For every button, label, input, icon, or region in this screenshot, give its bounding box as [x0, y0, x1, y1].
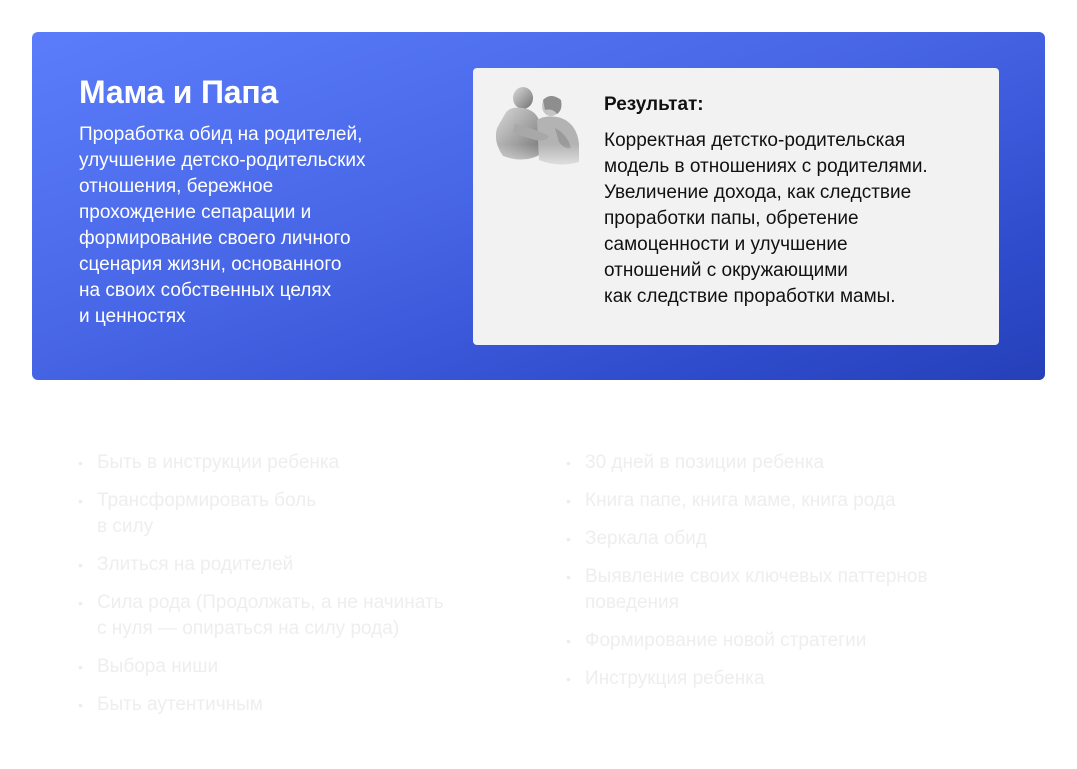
- list-item-line: Формирование новой стратегии: [585, 630, 867, 651]
- list-item-line: с нуля — опираться на силу рода): [97, 618, 400, 639]
- list-item-line: поведения: [585, 592, 679, 613]
- list-item-line: Трансформировать боль: [97, 490, 317, 511]
- list-item: [566, 666, 1006, 692]
- list-item-line: Быть аутентичным: [97, 694, 263, 715]
- result-text: [604, 128, 928, 310]
- list-item: [566, 526, 1006, 552]
- list-item: [566, 488, 1006, 514]
- list-item: [566, 628, 1006, 654]
- bullet-icon: •: [566, 671, 571, 687]
- result-text-line: отношений с окружающими: [604, 260, 848, 281]
- list-item-line: Инструкция ребенка: [585, 668, 765, 689]
- skills-list-left: [78, 450, 518, 730]
- banner-description-line: и ценностях: [79, 306, 186, 327]
- banner-description-line: улучшение детско-родительских: [79, 150, 366, 171]
- bullet-icon: •: [566, 569, 571, 585]
- list-item: [78, 488, 518, 540]
- list-item: [78, 552, 518, 578]
- list-item: [78, 654, 518, 680]
- banner-description-line: прохождение сепарации и: [79, 202, 312, 223]
- bullet-icon: •: [78, 455, 83, 471]
- banner-description-line: на своих собственных целях: [79, 280, 332, 301]
- bullet-icon: •: [78, 493, 83, 509]
- list-item-line: Злиться на родителей: [97, 554, 294, 575]
- result-text-line: проработки папы, обретение: [604, 208, 859, 229]
- bullet-icon: •: [78, 557, 83, 573]
- list-item: [566, 450, 1006, 476]
- list-item-line: Быть в инструкции ребенка: [97, 452, 340, 473]
- bullet-icon: •: [78, 659, 83, 675]
- list-item: [78, 450, 518, 476]
- statue-sculpture-image: [485, 84, 589, 174]
- banner-description-line: отношения, бережное: [79, 176, 274, 197]
- result-text-line: модель в отношениях с родителями.: [604, 156, 928, 177]
- list-item-line: Выбора ниши: [97, 656, 219, 677]
- result-text-line: самоценности и улучшение: [604, 234, 848, 255]
- banner-description-line: Проработка обид на родителей,: [79, 124, 363, 145]
- banner-title: Мама и Папа: [79, 74, 279, 110]
- program-banner: [32, 32, 1045, 380]
- list-item-line: Зеркала обид: [585, 528, 707, 549]
- bullet-icon: •: [566, 633, 571, 649]
- list-item: [566, 564, 1006, 616]
- bullet-icon: •: [566, 493, 571, 509]
- list-item: [78, 692, 518, 718]
- tools-list-right: [566, 450, 1006, 704]
- result-text-line: как следствие проработки мамы.: [604, 286, 896, 307]
- result-title: Результат:: [604, 94, 704, 115]
- banner-description: [79, 122, 439, 330]
- list-item-line: 30 дней в позиции ребенка: [585, 452, 825, 473]
- bullet-icon: •: [566, 455, 571, 471]
- list-item-line: Выявление своих ключевых паттернов: [585, 566, 928, 587]
- list-item: [78, 590, 518, 642]
- result-text-line: Увеличение дохода, как следствие: [604, 182, 912, 203]
- result-card: [473, 68, 999, 345]
- banner-description-line: сценария жизни, основанного: [79, 254, 342, 275]
- banner-description-line: формирование своего личного: [79, 228, 351, 249]
- bullet-icon: •: [566, 531, 571, 547]
- list-item-line: Книга папе, книга маме, книга рода: [585, 490, 896, 511]
- bullet-icon: •: [78, 697, 83, 713]
- list-item-line: Сила рода (Продолжать, а не начинать: [97, 592, 444, 613]
- list-item-line: в силу: [97, 516, 154, 537]
- result-text-line: Корректная детстко-родительская: [604, 130, 906, 151]
- bullet-icon: •: [78, 595, 83, 611]
